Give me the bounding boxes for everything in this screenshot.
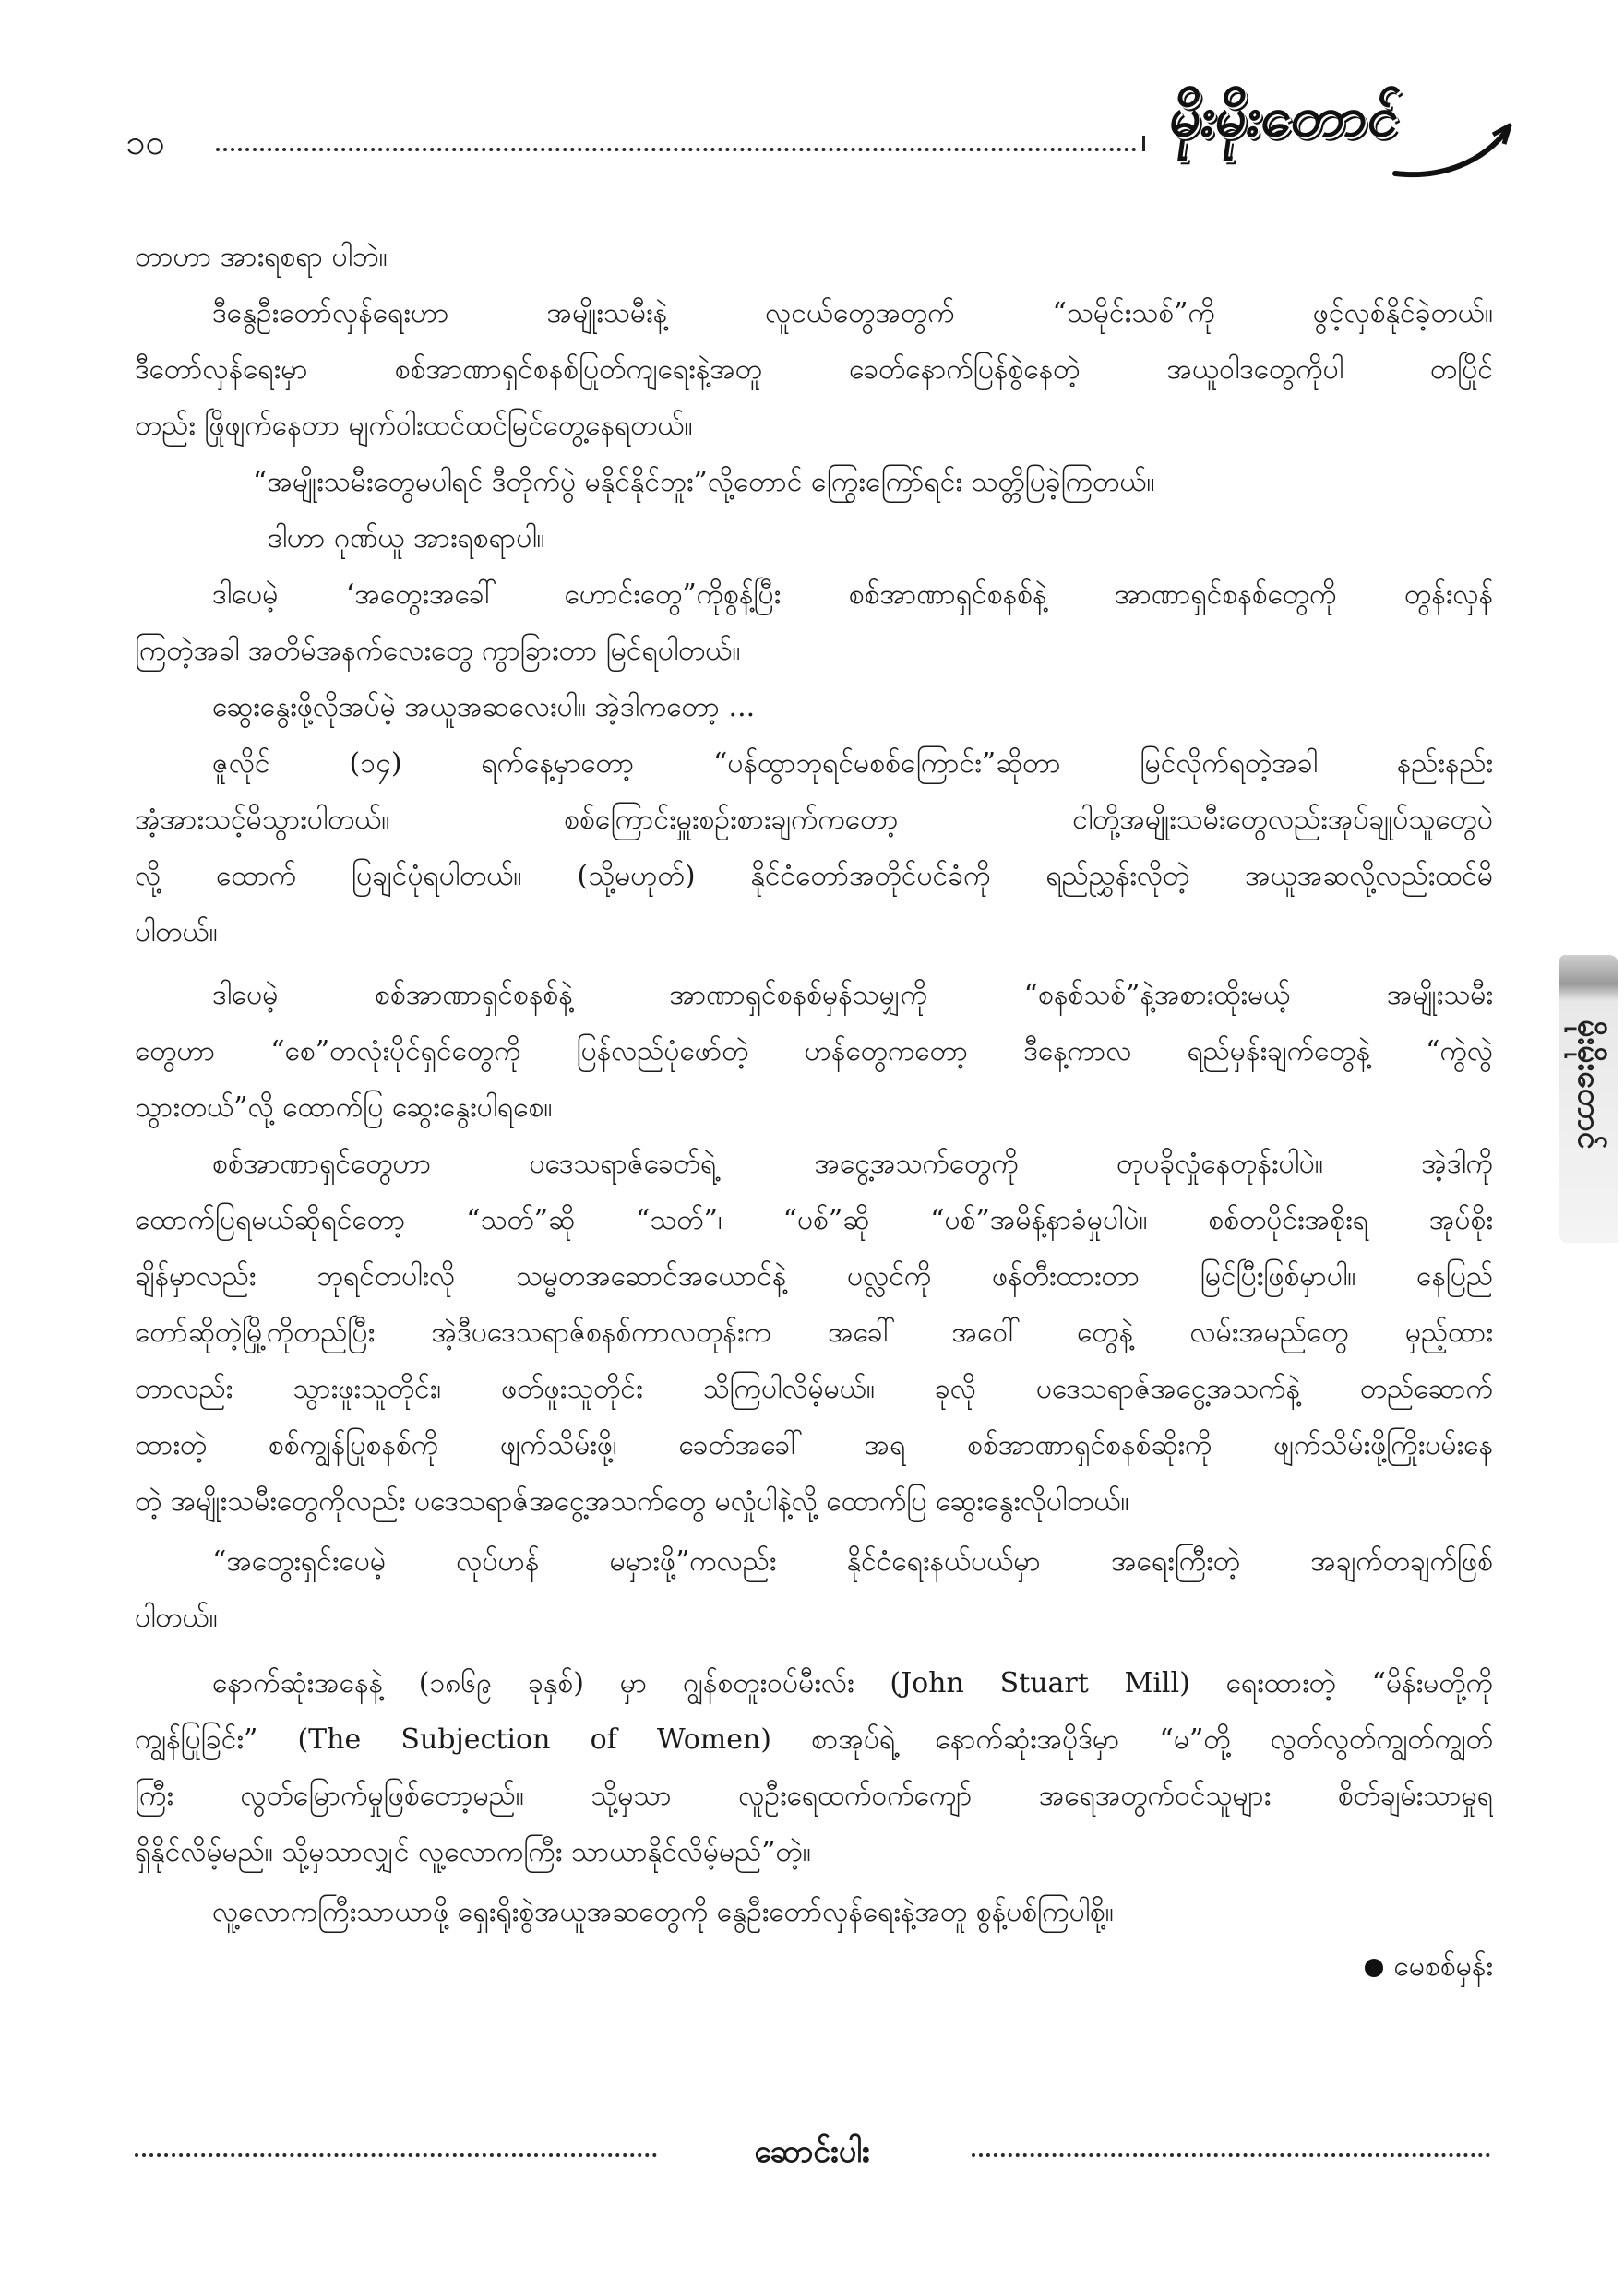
article-line: ဒီတော်လှန်ရေးမှာ စစ်အာဏာရှင်စနစ်ပြုတ်ကျရေးနဲ့အတူ ခေတ်နောက်ပြန်စွဲနေတဲ့ အယူဝါဒတွေကိုပါ တပြိုင် <box>135 353 1493 386</box>
article-line: ဒါပေမဲ့ ‘အတွေးအခေါ် ဟောင်းတွေ”ကိုစွန့်ပြီး စစ်အာဏာရှင်စနစ်နဲ့ အာဏာရှင်စနစ်တွေကို တွန်းလှန် <box>212 578 1493 611</box>
article-line: တာဟာ အားရစရာ ပါဘဲ။ <box>135 241 388 273</box>
article-line: ဇူလိုင် (၁၄) ရက်နေ့မှာတော့ “ပန်ထွာဘုရင်မစစ်ကြောင်း”ဆိုတာ မြင်လိုက်ရတဲ့အခါ နည်းနည်း <box>212 747 1493 780</box>
article-line: တော်ဆိုတဲ့မြို့ကိုတည်ပြီး အဲ့ဒီပဒေသရာဇ်စနစ်ကာလတုန်းက အခေါ် အဝေါ် တွေနဲ့ လမ်းအမည်တွေ မှည့်ထား <box>135 1317 1493 1349</box>
article-line: အံ့အားသင့်မိသွားပါတယ်။ စစ်ကြောင်းမှူးစဉ်းစားချက်ကတော့ ငါတို့အမျိုးသမီးတွေလည်းအုပ်ချုပ်သူတွေပဲ <box>135 804 1493 836</box>
article-line: ဆွေးနွေးဖို့လိုအပ်မဲ့ အယူအဆလေးပါ။ အဲ့ဒါကတော့ ... <box>212 691 756 723</box>
footer-section-label: ဆောင်းပါး <box>754 2133 870 2170</box>
article-paragraph <box>135 1533 1493 1646</box>
article-line: ထောက်ပြရမယ်ဆိုရင်တော့ “သတ်”ဆို “သတ်”၊ “ပစ်”ဆို “ပစ်”အမိန့်နာခံမှုပါပဲ။ စစ်တပိုင်းအစိုးရ အုပ်စိုး <box>135 1204 1493 1236</box>
article-line: ပါတယ်။ <box>135 916 218 948</box>
article-paragraph <box>135 735 1493 960</box>
article-body <box>135 229 1493 1994</box>
header-divider <box>1142 136 1145 151</box>
bullet-icon <box>1365 1959 1383 1977</box>
article-line: တည်း ဖြိုဖျက်နေတာ မျက်ဝါးထင်ထင်မြင်တွေ့နေရတယ်။ <box>135 410 693 442</box>
article-line: ဒီနွေဦးတော်လှန်ရေးဟာ အမျိုးသမီးနဲ့ လူငယ်တွေအတွက် “သမိုင်းသစ်”ကို ဖွင့်လှစ်နိုင်ခဲ့တယ်။ <box>212 297 1493 329</box>
article-line: ကြီး လွတ်မြောက်မှုဖြစ်တော့မည်။ သို့မှသာ လူဦးရေထက်ဝက်ကျော် အရေအတွက်ဝင်သူများ စိတ်ချမ်းသာမှုရ <box>135 1780 1493 1812</box>
article-paragraph <box>135 285 1493 454</box>
article-paragraph <box>135 967 1493 1136</box>
magazine-logo <box>1164 70 1515 190</box>
article-line: စစ်အာဏာရှင်တွေဟာ ပဒေသရာဇ်ခေတ်ရဲ့ အငွေ့အသက်တွေကို တုပခိုလှုံနေတုန်းပါပဲ။ အဲ့ဒါကို <box>212 1148 1493 1180</box>
article-paragraph <box>135 679 1493 735</box>
header-dot-leader <box>216 148 1137 151</box>
article-line: နောက်ဆုံးအနေနဲ့ (၁၈၆၉ ခုနှစ်) မှာ ဂျွန်စတူးဝပ်မီးလ်း (John Stuart Mill) ရေးထားတဲ့ “မိန်းမတို့ကို <box>212 1667 1493 1699</box>
article-line: ချိန်မှာလည်း ဘုရင်တပါးလို သမ္မတအဆောင်အယောင်နဲ့ ပလ္လင်ကို ဖန်တီးထားတာ မြင်ပြီးဖြစ်မှာပါ။ နေပြည် <box>135 1260 1493 1293</box>
article-line: ကြတဲ့အခါ အတိမ်အနက်လေးတွေ ကွာခြားတာ မြင်ရပါတယ်။ <box>135 635 741 667</box>
article-paragraph <box>135 454 1493 510</box>
article-paragraph <box>135 1884 1493 1940</box>
article-line: ဒါဟာ ဂုဏ်ယူ အားရစရာပါ။ <box>268 522 545 554</box>
article-paragraph <box>135 229 1493 285</box>
side-stamp <box>1559 955 1618 1243</box>
article-line: သွားတယ်”လို့ ထောက်ပြ ဆွေးနွေးပါရစေ။ <box>135 1091 553 1124</box>
author-byline <box>135 1940 1493 1994</box>
logo-text: မိုးမိုးတောင် <box>1165 85 1403 149</box>
article-line: ကျွန်ပြုခြင်း” (The Subjection of Women) စာအုပ်ရဲ့ နောက်ဆုံးအပိုဒ်မှာ “မ”တို့ လွတ်လွတ်ကျွတ်ကျွတ် <box>135 1723 1493 1756</box>
article-line: “အမျိုးသမီးတွေမပါရင် ဒီတိုက်ပွဲ မနိုင်နိုင်ဘူး”လို့တောင် ကြွေးကြော်ရင်း သတ္တိပြခဲ့ကြတယ်။ <box>253 466 1155 498</box>
author-name: မေစစ်မှန်း <box>1393 1950 1493 1983</box>
article-paragraph <box>135 1136 1493 1530</box>
footer-dot-leader-left <box>135 2153 657 2157</box>
article-line: “အတွေးရှင်းပေမဲ့ လုပ်ဟန် မမှားဖို့”ကလည်း နိုင်ငံရေးနယ်ပယ်မှာ အရေးကြီးတဲ့ အချက်တချက်ဖြစ် <box>212 1545 1493 1578</box>
article-line: ရှိနိုင်လိမ့်မည်။ သို့မှသာလျှင် လူ့လောကကြီး သာယာနိုင်လိမ့်မည်”တဲ့။ <box>135 1836 811 1868</box>
article-line: တာလည်း သွားဖူးသူတိုင်း၊ ဖတ်ဖူးသူတိုင်း သိကြပါလိမ့်မယ်။ ခုလို ပဒေသရာဇ်အငွေ့အသက်နဲ့ တည်ဆောက် <box>135 1373 1493 1405</box>
article-line: လို့ ထောက် ပြချင်ပုံရပါတယ်။ (သို့မဟုတ်) နိုင်ငံတော်အတိုင်ပင်ခံကို ရည်ညွှန်းလိုတဲ့ အယူအဆလို့လည်းထင်မိ <box>135 860 1493 892</box>
footer-dot-leader-right <box>972 2153 1490 2157</box>
logo-swoosh-icon <box>1164 70 1515 190</box>
article-paragraph <box>135 566 1493 679</box>
article-line: ထားတဲ့ စစ်ကျွန်ပြုစနစ်ကို ဖျက်သိမ်းဖို့၊ ခေတ်အခေါ် အရ စစ်အာဏာရှင်စနစ်ဆိုးကို ဖျက်သိမ်းဖို့ကြိုးပမ်းနေ <box>135 1429 1493 1461</box>
article-line: ဒါပေမဲ့ စစ်အာဏာရှင်စနစ်နဲ့ အာဏာရှင်စနစ်မှန်သမျှကို “စနစ်သစ်”နဲ့အစားထိုးမယ့် အမျိုးသမီး <box>212 979 1493 1011</box>
page-number: ၁၀ <box>125 122 165 162</box>
article-line: တွေဟာ “စေ”တလုံးပိုင်ရှင်တွေကို ပြန်လည်ပုံဖော်တဲ့ ဟန်တွေကတော့ ဒီနေ့ကာလ ရည်မှန်းချက်တွေနဲ့ “ကွဲလွဲ <box>135 1035 1493 1067</box>
article-paragraph <box>135 510 1493 566</box>
article-line: တဲ့ အမျိုးသမီးတွေကိုလည်း ပဒေသရာဇ်အငွေ့အသက်တွေ မလှုံပါနဲ့လို့ ထောက်ပြ ဆွေးနွေးလိုပါတယ်။ <box>135 1485 1129 1518</box>
article-line: ပါတယ်။ <box>135 1602 218 1634</box>
article-paragraph <box>135 1655 1493 1880</box>
side-stamp-logo: မိုးမိုးတောင် <box>1570 1019 1607 1150</box>
article-line: လူ့လောကကြီးသာယာဖို့ ရှေးရိုးစွဲအယူအဆတွေကို နွေဦးတော်လှန်ရေးနဲ့အတူ စွန့်ပစ်ကြပါစို့။ <box>212 1896 1114 1928</box>
